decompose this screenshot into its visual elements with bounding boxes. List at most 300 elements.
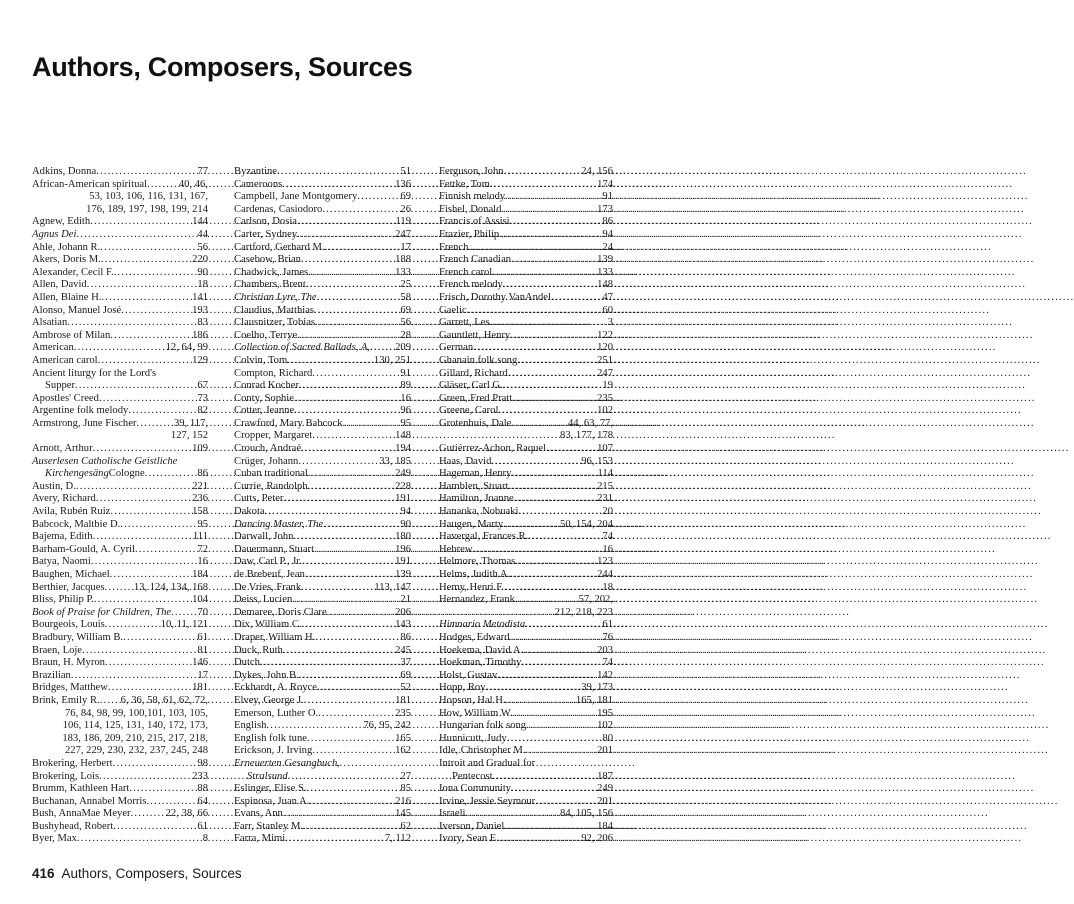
leader-dots	[108, 682, 192, 695]
index-entry	[234, 393, 411, 406]
entry-pages: 139	[395, 569, 411, 580]
entry-name: Batya, Naomi	[32, 556, 91, 568]
entry-name: de Brebeuf, Jean	[234, 569, 305, 580]
leader-dots	[504, 166, 582, 179]
entry-name: Book of Praise for Children, The	[32, 606, 172, 618]
entry-pages: 123	[597, 556, 613, 568]
index-entry	[32, 342, 208, 355]
leader-dots	[110, 569, 192, 582]
index-entry	[234, 708, 411, 721]
entry-line	[439, 330, 613, 343]
entry-pages: 184	[192, 569, 208, 580]
leader-dots	[96, 166, 197, 179]
index-entry	[32, 682, 208, 695]
index-entry	[234, 267, 411, 280]
entry-name: Allen, Blaine H.	[32, 291, 102, 303]
entry-name: Hernandez, Frank	[439, 594, 515, 606]
leader-dots	[301, 254, 395, 267]
entry-pages-continued: 183, 186, 209, 210, 215, 217, 218,	[62, 732, 208, 744]
entry-pages: 72	[197, 543, 208, 555]
entry-name: Cartford, Gerhard M.	[234, 241, 325, 253]
index-entry	[439, 481, 613, 494]
entry-pages: 196	[395, 543, 411, 555]
entry-name: Bliss, Philip P.	[32, 594, 94, 606]
entry-pages: 186	[192, 329, 208, 341]
entry-pages: 111	[192, 531, 208, 543]
entry-line	[32, 179, 208, 192]
leader-dots	[493, 771, 598, 784]
leader-dots	[525, 619, 602, 632]
leader-dots	[129, 783, 197, 796]
index-entry	[32, 481, 208, 494]
entry-line	[32, 493, 208, 506]
entry-name: De Vries, Frank	[234, 581, 302, 593]
leader-dots	[515, 556, 597, 569]
leader-dots	[501, 204, 597, 217]
entry-name: Bradbury, William B.	[32, 631, 124, 643]
index-entry	[32, 833, 208, 846]
entry-name: How, William W.	[439, 707, 513, 719]
index-entry	[234, 330, 411, 343]
leader-dots	[510, 569, 597, 582]
entry-line	[32, 607, 208, 620]
leader-dots	[492, 267, 597, 280]
entry-line	[439, 506, 613, 519]
entry-pages: 17	[197, 669, 208, 681]
entry-line	[234, 305, 411, 318]
entry-line	[234, 607, 411, 620]
index-entry	[439, 619, 613, 632]
index-entry	[32, 418, 208, 443]
index-entry	[234, 506, 411, 519]
index-entry	[32, 443, 208, 456]
entry-pages: 17	[400, 241, 411, 253]
index-entry	[234, 544, 411, 557]
entry-line	[234, 594, 411, 607]
leader-dots	[518, 506, 602, 519]
leader-dots	[299, 670, 401, 683]
leader-dots	[120, 519, 197, 532]
entry-name: Akers, Doris M.	[32, 254, 101, 266]
entry-name: Conty, Sophie	[234, 392, 294, 404]
entry-pages: 58	[400, 291, 411, 303]
entry-name: Israeli	[439, 808, 466, 820]
leader-dots	[76, 229, 197, 242]
entry-line	[234, 342, 411, 355]
entry-line	[32, 242, 208, 255]
index-entry	[439, 191, 613, 204]
index-entry	[439, 745, 613, 758]
index-entry	[234, 279, 411, 292]
leader-dots	[260, 657, 401, 670]
entry-line	[234, 531, 411, 544]
entry-line	[439, 695, 613, 708]
index-entry	[439, 204, 613, 217]
entry-line	[439, 720, 613, 733]
index-entry	[234, 733, 411, 746]
entry-pages: 94	[602, 228, 613, 240]
entry-pages: 26	[400, 203, 411, 215]
entry-line	[439, 191, 613, 204]
leader-dots	[288, 771, 401, 784]
index-entry	[32, 783, 208, 796]
leader-dots	[75, 380, 197, 393]
leader-dots	[510, 216, 603, 229]
index-entry	[439, 544, 613, 557]
index-entry	[234, 355, 411, 368]
leader-dots	[526, 720, 597, 733]
entry-line	[234, 166, 411, 179]
leader-dots	[499, 229, 602, 242]
entry-name: Brokering, Lois	[32, 770, 100, 782]
entry-pages: 69	[400, 304, 411, 316]
index-entry	[32, 393, 208, 406]
index-entry	[32, 771, 208, 784]
entry-line	[234, 745, 411, 758]
entry-line	[32, 279, 208, 292]
entry-name: Alonso, Manuel José	[32, 304, 122, 316]
entry-pages: 16	[602, 543, 613, 555]
entry-pages: 221	[192, 480, 208, 492]
entry-name: Ferguson, John	[439, 166, 504, 177]
index-entry	[439, 292, 613, 305]
leader-dots	[113, 821, 197, 834]
entry-line	[234, 657, 411, 670]
entry-pages: 191	[395, 556, 411, 568]
index-entry	[439, 519, 613, 532]
leader-dots	[135, 544, 197, 557]
entry-name: Garrett, Les	[439, 317, 490, 329]
entry-name: Frazier, Philip	[439, 228, 500, 240]
entry-pages: 19	[602, 380, 613, 392]
index-entry	[439, 796, 613, 809]
entry-pages: 143	[395, 619, 411, 631]
entry-pages-continued: 127, 152	[170, 430, 208, 442]
index-entry	[32, 758, 208, 771]
entry-pages: 52	[400, 682, 411, 694]
leader-dots	[512, 393, 597, 406]
entry-pages: 96	[400, 405, 411, 417]
leader-dots	[506, 695, 576, 708]
entry-name: Erickson, J. Irving	[234, 745, 313, 757]
entry-line	[439, 443, 613, 456]
entry-line	[234, 619, 411, 632]
leader-dots	[503, 519, 560, 532]
entry-line	[32, 317, 208, 330]
index-entry	[32, 355, 208, 368]
leader-dots	[87, 279, 198, 292]
entry-pages: 119	[395, 216, 411, 228]
entry-line	[234, 380, 411, 393]
entry-line	[439, 254, 613, 267]
entry-pages: 86	[400, 631, 411, 643]
entry-line	[32, 292, 208, 305]
entry-line	[234, 821, 411, 834]
entry-name: Campbell, Jane Montgomery	[234, 191, 358, 203]
leader-dots	[90, 216, 192, 229]
entry-name: Chambers, Brent	[234, 279, 306, 291]
entry-pages: 136	[395, 178, 411, 190]
index-entry	[234, 405, 411, 418]
entry-name: Haas, David	[439, 455, 492, 467]
entry-line	[439, 317, 613, 330]
index-entry	[234, 242, 411, 255]
index-entry	[439, 645, 613, 658]
entry-line	[234, 456, 411, 469]
entry-name-continued: Kirchengesäng	[45, 468, 109, 480]
leader-dots	[498, 405, 597, 418]
leader-dots	[113, 758, 198, 771]
index-entry	[439, 393, 613, 406]
leader-dots	[71, 670, 198, 683]
leader-dots	[504, 582, 602, 595]
entry-line	[234, 758, 411, 771]
entry-name: Hageman, Henry	[439, 468, 512, 480]
entry-name: French Canadian	[439, 254, 512, 266]
entry-line	[32, 544, 208, 557]
index-entry	[439, 670, 613, 683]
leader-dots	[294, 393, 400, 406]
leader-dots	[515, 594, 579, 607]
entry-pages: 91	[602, 191, 613, 203]
leader-dots	[490, 179, 597, 192]
entry-pages: 144	[192, 216, 208, 228]
entry-line	[439, 758, 613, 771]
entry-name: Brink, Emily R.	[32, 694, 100, 706]
entry-name: Brumm, Kathleen Hart	[32, 783, 130, 795]
entry-line	[32, 355, 208, 368]
entry-pages: 148	[395, 430, 411, 442]
leader-dots	[145, 468, 198, 481]
entry-line	[32, 657, 208, 670]
leader-dots	[94, 594, 192, 607]
leader-dots	[317, 682, 400, 695]
entry-line	[32, 418, 208, 431]
entry-line	[32, 632, 208, 645]
entry-name: Hoekema, David A.	[439, 644, 524, 656]
entry-name: Hamblen, Stuart	[439, 480, 509, 492]
leader-dots	[292, 594, 400, 607]
entry-line	[234, 393, 411, 406]
leader-dots	[526, 745, 598, 758]
entry-name: American	[32, 342, 74, 354]
entry-name: Argentine folk melody	[32, 405, 129, 417]
entry-name: Ambrose of Milan	[32, 329, 111, 341]
leader-dots	[468, 242, 602, 255]
index-entry	[32, 808, 208, 821]
entry-name: Collection of Sacred Ballads, A,	[234, 342, 370, 354]
entry-name: Avery, Richard	[32, 493, 96, 505]
entry-pages: 184	[597, 820, 613, 832]
entry-line	[32, 519, 208, 532]
entry-pages: 86	[602, 216, 613, 228]
leader-dots	[312, 745, 395, 758]
entry-pages-continued: 53, 103, 106, 116, 131, 167,	[89, 191, 208, 203]
index-entry	[234, 569, 411, 582]
entry-line	[32, 582, 208, 595]
entry-pages: 76, 95, 242	[363, 720, 411, 732]
entry-pages: 92, 206	[581, 833, 613, 845]
entry-line	[439, 594, 613, 607]
entry-line	[234, 405, 411, 418]
entry-pages: 162	[395, 745, 411, 757]
entry-pages: 120	[597, 342, 613, 354]
entry-line	[234, 242, 411, 255]
entry-line	[439, 355, 613, 368]
index-entry	[234, 380, 411, 393]
entry-name: Gutiérrez-Achon, Raquel	[439, 443, 547, 455]
index-entry	[32, 368, 208, 393]
index-entry	[439, 216, 613, 229]
entry-name: Arnott, Arthur	[32, 443, 93, 455]
entry-name: Christian Lyre, The	[234, 291, 317, 303]
leader-dots	[314, 544, 395, 557]
index-entry	[439, 229, 613, 242]
entry-name: Dykes, John B.	[234, 669, 299, 681]
leader-dots	[301, 443, 395, 456]
index-entry	[439, 418, 613, 443]
entry-pages: 247	[395, 228, 411, 240]
entry-pages: 18	[197, 279, 208, 291]
index-entry	[32, 216, 208, 229]
leader-dots	[100, 695, 121, 708]
leader-dots	[283, 645, 395, 658]
entry-line	[32, 216, 208, 229]
entry-line	[439, 796, 613, 809]
entry-name: Hebrew	[439, 543, 473, 555]
index-entry	[32, 645, 208, 658]
entry-name: Baughen, Michael	[32, 569, 110, 580]
index-entry	[32, 506, 208, 519]
leader-dots	[302, 556, 395, 569]
index-entry	[32, 544, 208, 557]
index-entry	[234, 632, 411, 645]
entry-line	[234, 556, 411, 569]
entry-pages: 104	[192, 594, 208, 606]
entry-line	[32, 368, 208, 381]
entry-line	[439, 783, 613, 796]
entry-pages: 102	[597, 405, 613, 417]
entry-pages: 133	[395, 266, 411, 278]
leader-dots	[93, 443, 192, 456]
leader-dots	[128, 405, 197, 418]
entry-line	[439, 242, 613, 255]
index-entry	[32, 594, 208, 607]
entry-line	[32, 229, 208, 242]
entry-name: Ivory, Sean E.	[439, 833, 499, 845]
index-entry	[234, 456, 411, 469]
entry-pages: 249	[395, 468, 411, 480]
entry-name: Brazilian	[32, 669, 71, 681]
entry-name: Daw, Carl P., Jr.	[234, 556, 302, 568]
entry-name: Barham-Gould, A. Cyril	[32, 543, 135, 555]
index-entry	[234, 468, 411, 481]
index-entry	[32, 695, 208, 758]
entry-name: Gillard, Richard	[439, 367, 508, 379]
entry-name: Austin, D.	[32, 480, 76, 492]
leader-dots	[105, 582, 134, 595]
index-entry	[234, 619, 411, 632]
entry-line	[439, 645, 613, 658]
entry-line	[32, 456, 208, 469]
leader-dots	[110, 506, 192, 519]
leader-dots	[101, 254, 192, 267]
leader-dots	[121, 305, 192, 318]
leader-dots	[318, 708, 395, 721]
entry-name: Crüger, Johann	[234, 455, 299, 467]
entry-name: Bushyhead, Robert	[32, 820, 114, 832]
entry-name: Currie, Randolph	[234, 480, 308, 492]
leader-dots	[491, 456, 581, 469]
entry-pages: 187	[597, 770, 613, 782]
entry-name: Gauntlett, Henry	[439, 329, 511, 341]
entry-name-continued: Pentecost	[452, 770, 493, 782]
entry-line	[32, 166, 208, 179]
leader-dots	[357, 191, 400, 204]
entry-pages: 33, 185	[379, 455, 411, 467]
entry-name: Dix, William C.	[234, 619, 302, 631]
entry-pages: 114	[597, 468, 613, 480]
entry-line	[234, 468, 411, 481]
entry-line	[32, 569, 208, 582]
entry-pages: 107	[597, 443, 613, 455]
index-entry	[439, 267, 613, 280]
entry-name: Alsatian	[32, 317, 68, 329]
entry-line	[234, 368, 411, 381]
entry-line	[439, 229, 613, 242]
entry-line	[32, 254, 208, 267]
entry-name: Alexander, Cecil F.	[32, 266, 114, 278]
entry-line	[234, 519, 411, 532]
entry-pages: 95	[197, 518, 208, 530]
entry-name: Dauermann, Stuart	[234, 543, 315, 555]
entry-name: Darwall, John	[234, 531, 294, 543]
entry-pages: 145	[395, 808, 411, 820]
entry-pages: 81	[197, 644, 208, 656]
entry-pages: 37	[400, 657, 411, 669]
leader-dots	[302, 619, 395, 632]
entry-pages: 47	[602, 291, 613, 303]
entry-name: Deiss, Lucien	[234, 594, 293, 606]
entry-name: Ghanain folk song	[439, 354, 518, 366]
entry-name: Clausnitzer, Tobias	[234, 317, 316, 329]
entry-pages: 194	[395, 443, 411, 455]
entry-line	[439, 708, 613, 721]
entry-line	[234, 493, 411, 506]
entry-name: Bush, AnnaMae Meyer	[32, 808, 131, 820]
leader-dots	[535, 796, 597, 809]
index-entry	[32, 279, 208, 292]
index-entry	[439, 821, 613, 834]
entry-name: Finnish melody	[439, 191, 506, 203]
index-entry	[234, 607, 411, 620]
entry-line	[439, 556, 613, 569]
page-heading: Authors, Composers, Sources	[32, 52, 413, 82]
index-entry	[32, 632, 208, 645]
entry-line	[234, 430, 411, 443]
entry-line	[32, 380, 208, 393]
entry-pages: 141	[192, 291, 208, 303]
leader-dots	[315, 317, 400, 330]
entry-line	[32, 783, 208, 796]
entry-line	[234, 229, 411, 242]
entry-line	[32, 267, 208, 280]
entry-name: Bridges, Matthew	[32, 682, 108, 694]
entry-pages: 193	[192, 304, 208, 316]
leader-dots	[105, 619, 161, 632]
leader-dots	[110, 330, 192, 343]
index-entry	[32, 670, 208, 683]
